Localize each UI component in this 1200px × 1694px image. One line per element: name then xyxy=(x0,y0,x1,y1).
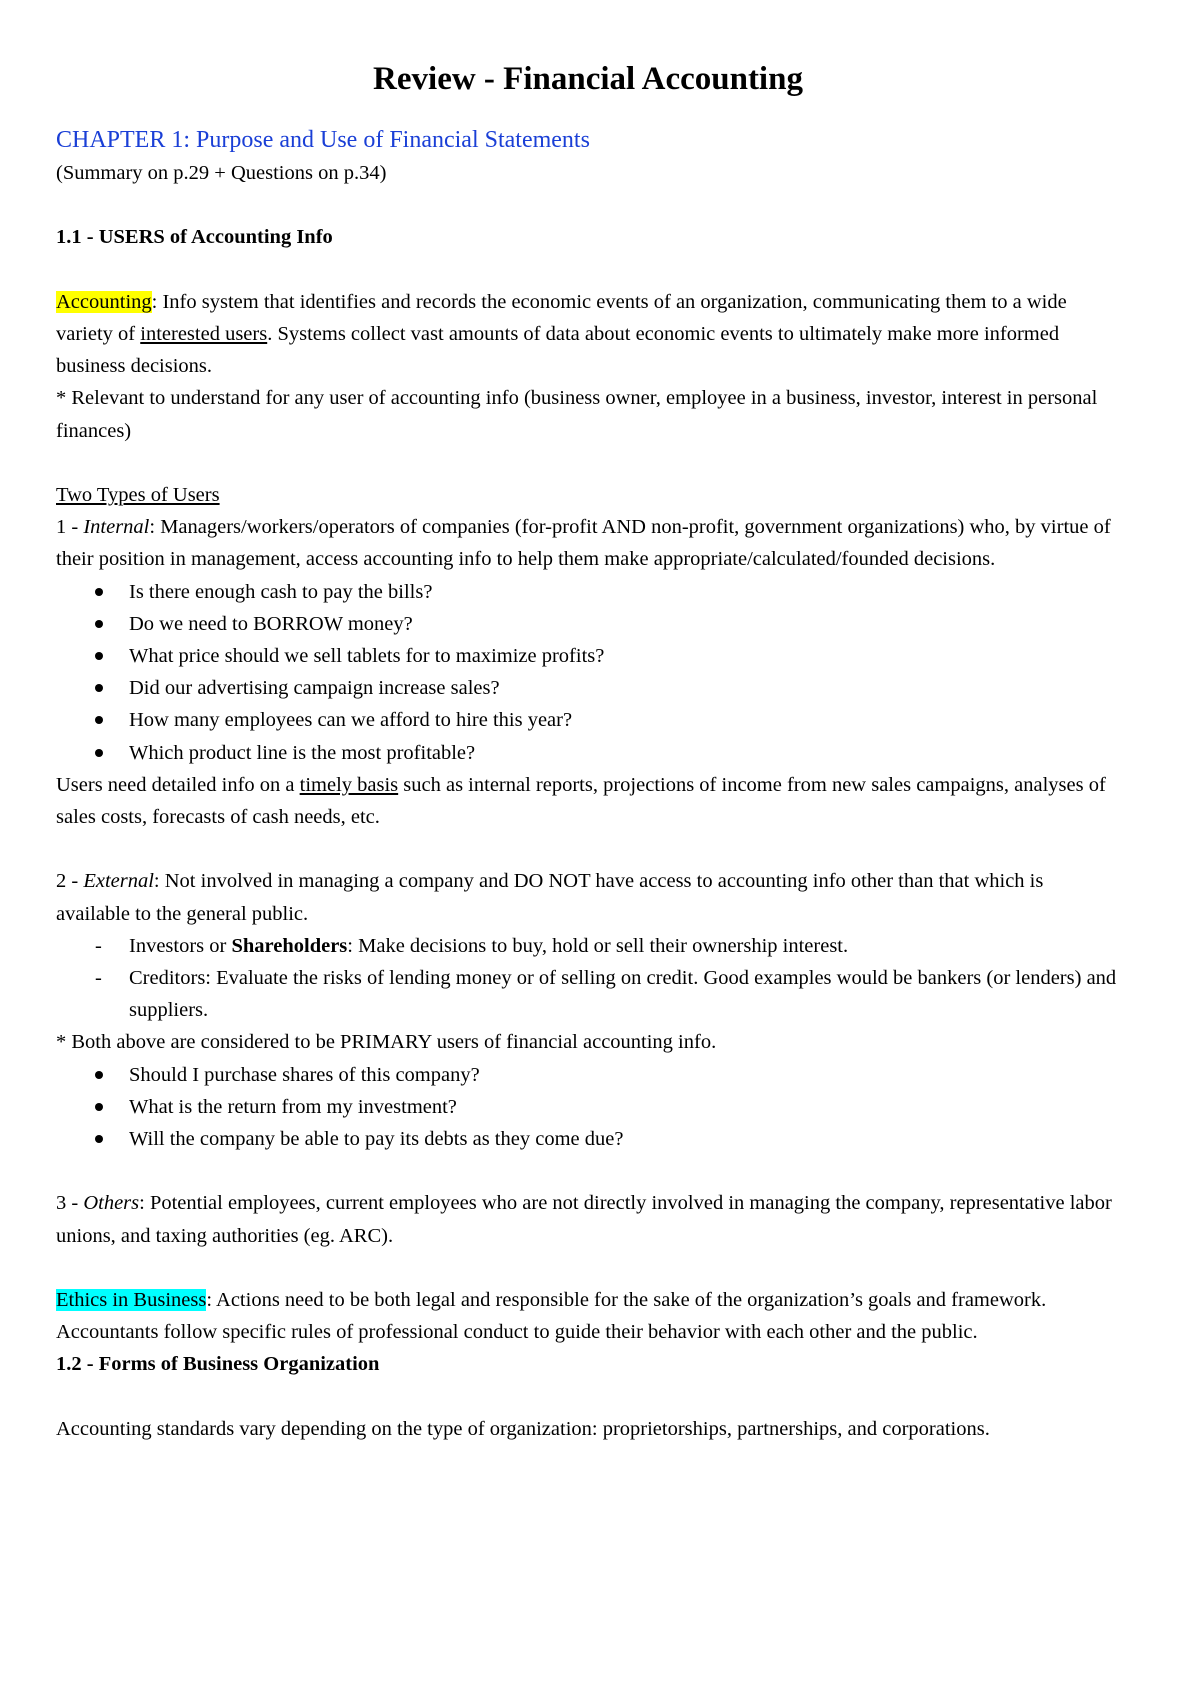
chapter-subnote: (Summary on p.29 + Questions on p.34) xyxy=(56,162,387,184)
section-1-2-body: Accounting standards vary depending on the type of organization: proprietorships, partnerships, and corporations. xyxy=(56,1417,990,1440)
spacer xyxy=(56,1252,1120,1284)
ethics-term: Ethics in Business xyxy=(56,1289,207,1312)
accounting-definition xyxy=(56,286,1120,383)
investors-part-1: Investors or xyxy=(129,934,232,957)
external-questions-list xyxy=(56,1059,1120,1156)
external-def: : Not involved in managing a company and DO NOT have access to accounting info other than that which is available to the general public. xyxy=(56,870,1044,925)
others-term: Others xyxy=(83,1192,140,1215)
external-term: External xyxy=(83,870,154,893)
interested-users-underline: interested users xyxy=(140,322,268,345)
internal-prefix: 1 - xyxy=(56,516,84,539)
ethics-definition xyxy=(56,1284,1120,1348)
list-item: Which product line is the most profitable? xyxy=(56,737,1120,769)
others-prefix: 3 - xyxy=(56,1192,84,1215)
list-item: How many employees can we afford to hire this year? xyxy=(56,704,1120,736)
external-users-list xyxy=(56,930,1120,1027)
two-types-heading: Two Types of Users xyxy=(56,483,220,506)
internal-term: Internal xyxy=(83,516,150,539)
list-item: What price should we sell tablets for to maximize profits? xyxy=(56,640,1120,672)
list-item: Will the company be able to pay its debts as they come due? xyxy=(56,1123,1120,1155)
timely-basis-underline: timely basis xyxy=(299,773,399,796)
internal-users-definition xyxy=(56,511,1120,575)
spacer xyxy=(56,254,1120,286)
relevance-note: * Relevant to understand for any user of accounting info (business owner, employee in a business, investor, interest in personal finances) xyxy=(56,387,1098,442)
internal-def: : Managers/workers/operators of companies (for-profit AND non-profit, government organizations) who, by virtue of their position in management, access accounting info to help them make appropriate/calculated/founded decisions. xyxy=(56,516,1111,571)
list-item-creditors: - Creditors: Evaluate the risks of lending money or of selling on credit. Good examples would be bankers (or lenders) and suppliers. xyxy=(56,962,1120,1026)
list-item: What is the return from my investment? xyxy=(56,1091,1120,1123)
other-users-definition xyxy=(56,1187,1120,1251)
ethics-def: : Actions need to be both legal and responsible for the sake of the organization’s goals and framework. Accountants follow specific rules of professional conduct to guide their behavior with each other and the public. xyxy=(56,1289,1047,1344)
spacer xyxy=(56,833,1120,865)
accounting-def-part-2: . Systems collect vast amounts of data about economic events to ultimately make more informed business decisions. xyxy=(56,322,1060,378)
section-1-2-heading: 1.2 - Forms of Business Organization xyxy=(56,1353,380,1376)
others-def: : Potential employees, current employees who are not directly involved in managing the company, representative labor unions, and taxing authorities (eg. ARC). xyxy=(56,1192,1112,1247)
accounting-term: Accounting xyxy=(56,290,152,313)
internal-questions-list xyxy=(56,576,1120,769)
section-1-1-heading: 1.1 - USERS of Accounting Info xyxy=(56,226,333,249)
list-item-investors xyxy=(56,930,1120,962)
document-title: Review - Financial Accounting xyxy=(373,61,803,97)
spacer xyxy=(56,1381,1120,1413)
list-item: Did our advertising campaign increase sales? xyxy=(56,672,1120,704)
primary-users-note: * Both above are considered to be PRIMARY users of financial accounting info. xyxy=(56,1031,717,1054)
needs-part-1: Users need detailed info on a xyxy=(56,773,300,796)
investors-part-2: : Make decisions to buy, hold or sell their ownership interest. xyxy=(347,934,849,957)
spacer xyxy=(56,189,1120,221)
external-prefix: 2 - xyxy=(56,870,84,893)
list-item: Is there enough cash to pay the bills? xyxy=(56,576,1120,608)
external-users-definition xyxy=(56,865,1120,929)
list-item: Do we need to BORROW money? xyxy=(56,608,1120,640)
shareholders-bold: Shareholders xyxy=(231,934,348,957)
spacer xyxy=(56,447,1120,479)
accounting-def-part-1: : Info system that identifies and records the economic events of an organization, communicating them to a wide variety of xyxy=(56,290,1067,345)
list-item: Should I purchase shares of this company? xyxy=(56,1059,1120,1091)
needs-part-2: such as internal reports, projections of income from new sales campaigns, analyses of sales costs, forecasts of cash needs, etc. xyxy=(56,773,1106,829)
internal-needs xyxy=(56,769,1120,833)
chapter-heading: CHAPTER 1: Purpose and Use of Financial Statements xyxy=(56,127,590,153)
spacer xyxy=(56,1155,1120,1187)
